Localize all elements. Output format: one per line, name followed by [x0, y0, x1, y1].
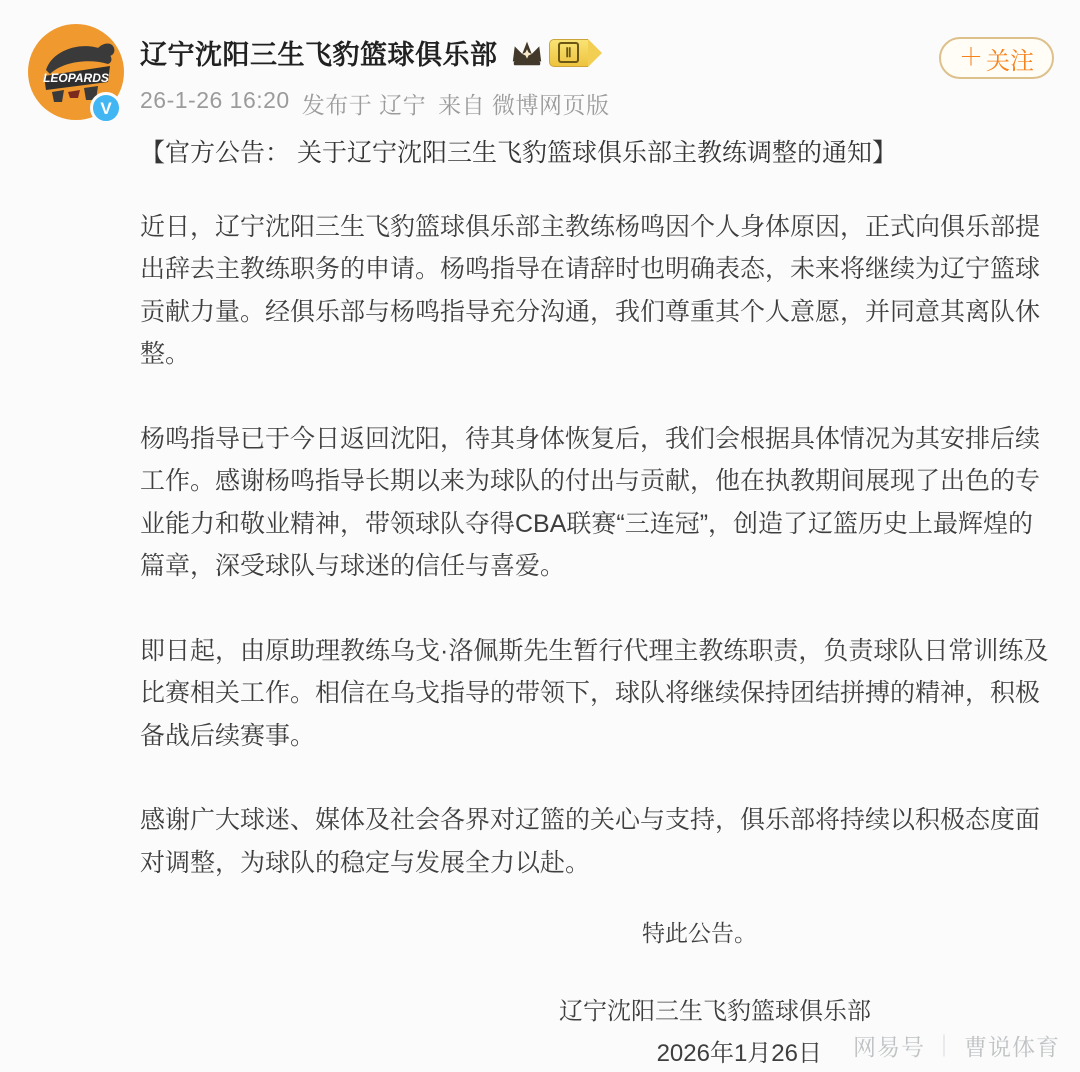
plus-icon: ＋	[959, 44, 983, 71]
watermark-brand: 网易号	[852, 1034, 925, 1060]
post-content	[140, 132, 1052, 1072]
follow-button[interactable]	[939, 37, 1054, 79]
vip-level-text: Ⅱ	[558, 42, 579, 63]
avatar[interactable]	[28, 24, 124, 120]
date-line: 2026年1月26日	[656, 1040, 822, 1067]
svg-text:LEOPARDS: LEOPARDS	[43, 71, 109, 85]
watermark-divider: ｜	[932, 1034, 956, 1059]
post-paragraph: 近日，辽宁沈阳三生飞豹篮球俱乐部主教练杨鸣因个人身体原因，正式向俱乐部提出辞去主教练职务的申请。杨鸣指导在请辞时也明确表态，未来将继续为辽宁篮球贡献力量。经俱乐部与杨鸣指导充分沟通，我们尊重其个人意愿，并同意其离队休整。	[140, 212, 1041, 368]
post-paragraph: 杨鸣指导已于今日返回沈阳，待其身体恢复后，我们会根据具体情况为其安排后续工作。感谢杨鸣指导长期以来为球队的付出与贡献，他在执教期间展现了出色的专业能力和敬业精神，带领球队夺得CBA联赛“三连冠”，创造了辽篮历史上最辉煌的篇章，深受球队与球迷的信任与喜爱。	[140, 424, 1041, 580]
post-paragraph: 感谢广大球迷、媒体及社会各界对辽篮的关心与支持，俱乐部将持续以积极态度面对调整，为球队的稳定与发展全力以赴。	[140, 806, 1041, 877]
watermark	[853, 1029, 1060, 1062]
author-name[interactable]: 辽宁沈阳三生飞豹篮球俱乐部	[140, 40, 498, 70]
post-time: 26-1-26 16:20	[140, 87, 290, 113]
signature-line: 辽宁沈阳三生飞豹篮球俱乐部	[559, 997, 871, 1025]
watermark-channel: 曹说体育	[964, 1034, 1060, 1060]
follow-button-label: 关注	[986, 47, 1034, 75]
closing-line: 特此公告。	[642, 920, 757, 946]
post-source[interactable]: 来自 微博网页版	[438, 92, 610, 118]
author-name-row	[140, 33, 610, 72]
crown-icon	[510, 39, 544, 67]
verified-badge-icon: V	[90, 92, 122, 124]
post-meta	[140, 87, 610, 120]
post-location[interactable]: 发布于 辽宁	[301, 92, 427, 118]
post-header	[0, 0, 1080, 120]
vip-level-badge	[549, 39, 588, 67]
author-info	[140, 33, 610, 120]
post-paragraph: 即日起，由原助理教练乌戈·洛佩斯先生暂行代理主教练职责，负责球队日常训练及比赛相关工作。相信在乌戈指导的带领下，球队将继续保持团结拼搏的精神，积极备战后续赛事。	[140, 636, 1049, 750]
post-title: 【官方公告： 关于辽宁沈阳三生飞豹篮球俱乐部主教练调整的通知】	[140, 139, 897, 167]
